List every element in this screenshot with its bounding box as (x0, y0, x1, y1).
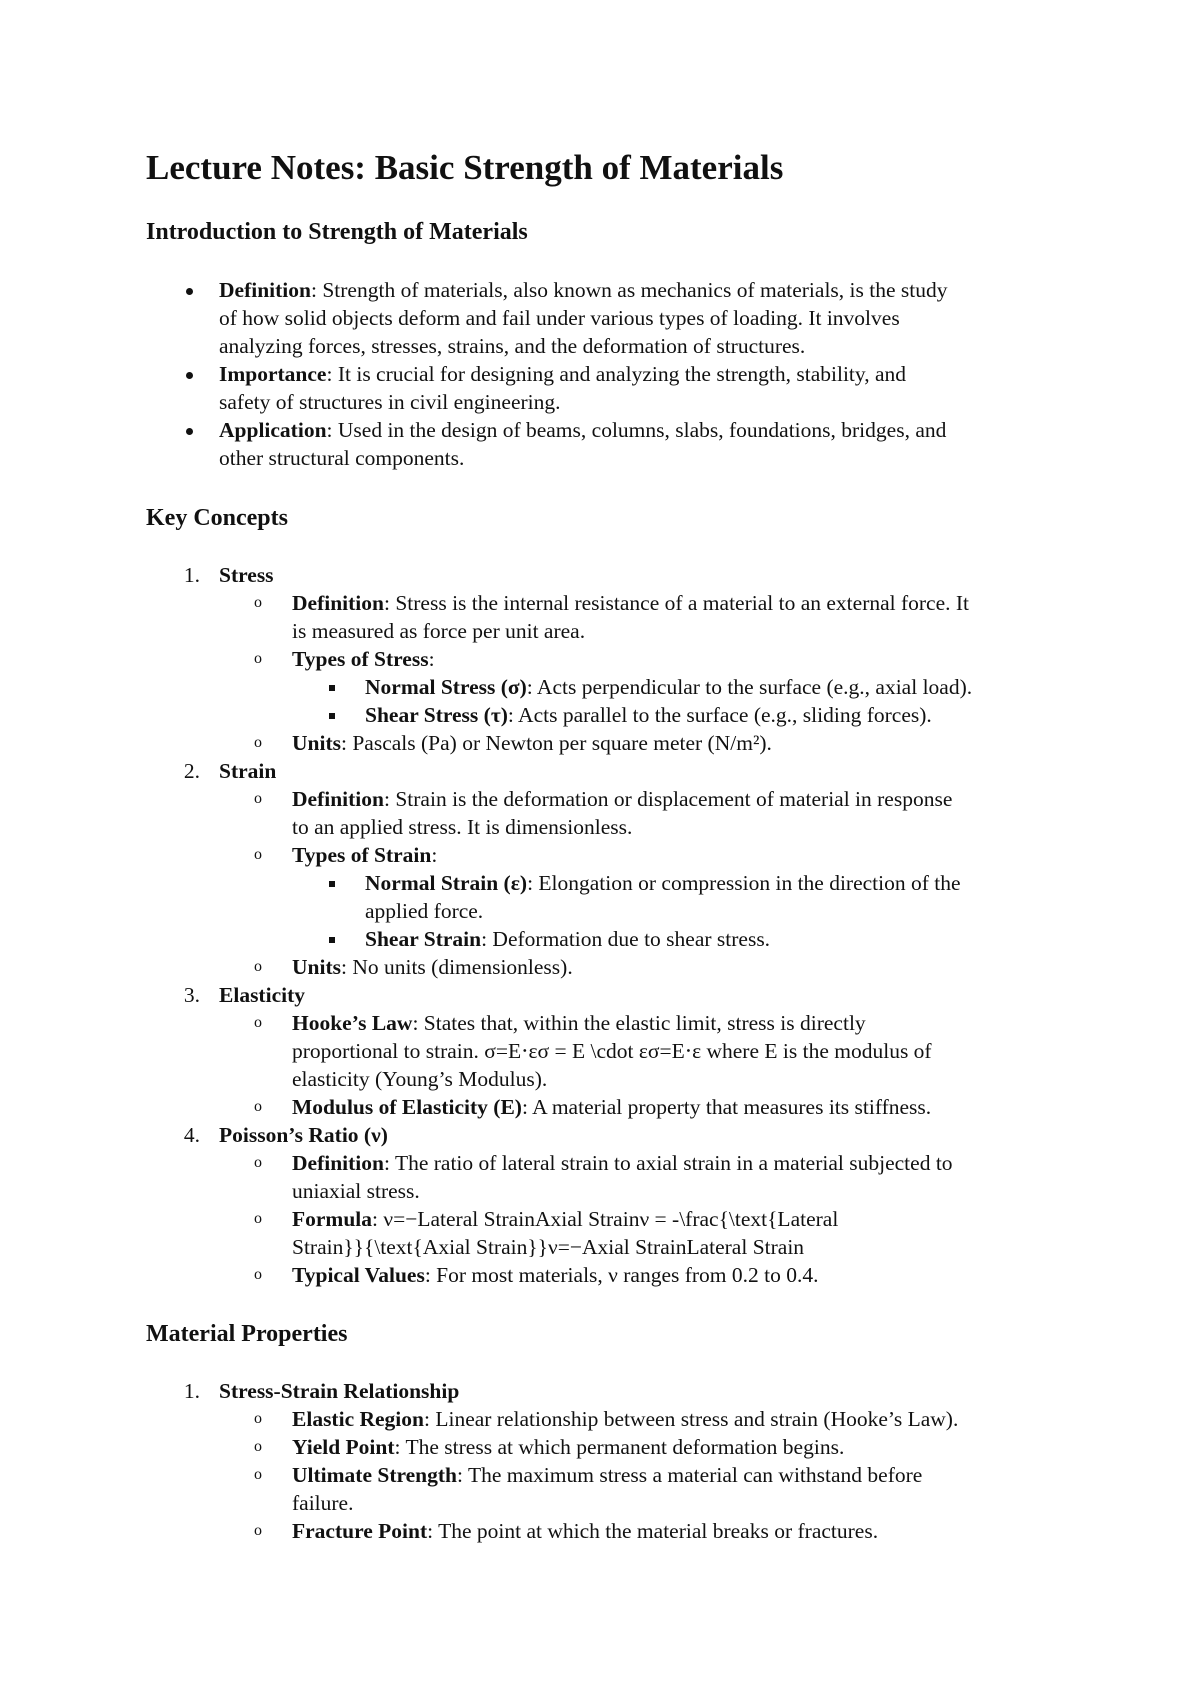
circle-bullet-icon: o (254, 790, 262, 807)
list-item-strain: Strain (219, 759, 277, 783)
list-item-text: applied force. (365, 899, 484, 923)
strain-units: Units: No units (dimensionless). (292, 955, 573, 979)
poisson-formula: Formula: ν=−Lateral StrainAxial Strainν = -\frac{\text{Lateral (292, 1207, 839, 1231)
circle-bullet-icon: o (254, 1438, 262, 1455)
hookes-law: Hooke’s Law: States that, within the elastic limit, stress is directly (292, 1011, 866, 1035)
list-item-text: elasticity (Young’s Modulus). (292, 1067, 548, 1091)
elastic-region: Elastic Region: Linear relationship between stress and strain (Hooke’s Law). (292, 1407, 959, 1431)
circle-bullet-icon: o (254, 1014, 262, 1031)
page-title: Lecture Notes: Basic Strength of Materials (146, 148, 784, 187)
list-item-text: safety of structures in civil engineering. (219, 390, 561, 414)
circle-bullet-icon: o (254, 1098, 262, 1115)
square-bullet-icon (329, 713, 335, 719)
yield-point: Yield Point: The stress at which permanent deformation begins. (292, 1435, 845, 1459)
list-number: 3. (183, 983, 200, 1007)
circle-bullet-icon: o (254, 846, 262, 863)
stress-units: Units: Pascals (Pa) or Newton per square meter (N/m²). (292, 731, 772, 755)
circle-bullet-icon: o (254, 1410, 262, 1427)
stress-types: Types of Stress: (292, 647, 435, 671)
ultimate-strength: Ultimate Strength: The maximum stress a material can withstand before (292, 1463, 923, 1487)
list-item-text: is measured as force per unit area. (292, 619, 586, 643)
list-item-text: of how solid objects deform and fail under various types of loading. It involves (219, 306, 900, 330)
circle-bullet-icon: o (254, 1154, 262, 1171)
circle-bullet-icon: o (254, 1266, 262, 1283)
list-number: 2. (183, 759, 200, 783)
list-item-text: uniaxial stress. (292, 1179, 420, 1203)
list-item-text: failure. (292, 1491, 354, 1515)
poisson-typical-values: Typical Values: For most materials, ν ranges from 0.2 to 0.4. (292, 1263, 819, 1287)
bullet-icon (186, 372, 193, 379)
square-bullet-icon (329, 937, 335, 943)
list-item-stress: Stress (219, 563, 274, 587)
list-item-importance: Importance: It is crucial for designing and analyzing the strength, stability, and (219, 362, 907, 386)
list-item-text: analyzing forces, stresses, strains, and the deformation of structures. (219, 334, 806, 358)
stress-definition: Definition: Stress is the internal resistance of a material to an external force. It (292, 591, 970, 615)
circle-bullet-icon: o (254, 1210, 262, 1227)
circle-bullet-icon: o (254, 650, 262, 667)
shear-strain: Shear Strain: Deformation due to shear stress. (365, 927, 771, 951)
list-number: 4. (183, 1123, 200, 1147)
circle-bullet-icon: o (254, 958, 262, 975)
modulus-of-elasticity: Modulus of Elasticity (E): A material property that measures its stiffness. (292, 1095, 932, 1119)
square-bullet-icon (329, 685, 335, 691)
circle-bullet-icon: o (254, 594, 262, 611)
section-heading-material-properties: Material Properties (146, 1321, 348, 1347)
list-number: 1. (183, 1379, 200, 1403)
list-item-elasticity: Elasticity (219, 983, 305, 1007)
list-item-text: Strain}}{\text{Axial Strain}}ν=−Axial StrainLateral Strain (292, 1235, 805, 1259)
circle-bullet-icon: o (254, 734, 262, 751)
list-item-application: Application: Used in the design of beams, columns, slabs, foundations, bridges, and (219, 418, 947, 442)
circle-bullet-icon: o (254, 1522, 262, 1539)
circle-bullet-icon: o (254, 1466, 262, 1483)
fracture-point: Fracture Point: The point at which the material breaks or fractures. (292, 1519, 879, 1543)
poisson-definition: Definition: The ratio of lateral strain to axial strain in a material subjected to (292, 1151, 953, 1175)
strain-definition: Definition: Strain is the deformation or displacement of material in response (292, 787, 953, 811)
strain-types: Types of Strain: (292, 843, 438, 867)
normal-stress: Normal Stress (σ): Acts perpendicular to the surface (e.g., axial load). (365, 675, 973, 699)
shear-stress: Shear Stress (τ): Acts parallel to the surface (e.g., sliding forces). (365, 703, 932, 727)
list-item-text: to an applied stress. It is dimensionless. (292, 815, 633, 839)
section-heading-key-concepts: Key Concepts (146, 505, 288, 531)
list-item-definition: Definition: Strength of materials, also known as mechanics of materials, is the study (219, 278, 948, 302)
list-item-text: other structural components. (219, 446, 465, 470)
list-item-text: proportional to strain. σ=E⋅εσ = E \cdot εσ=E⋅ε where E is the modulus of (292, 1039, 932, 1063)
bullet-icon (186, 288, 193, 295)
list-item-poisson: Poisson’s Ratio (ν) (219, 1123, 388, 1147)
bullet-icon (186, 428, 193, 435)
normal-strain: Normal Strain (ε): Elongation or compression in the direction of the (365, 871, 961, 895)
list-number: 1. (183, 563, 200, 587)
list-item-stress-strain: Stress-Strain Relationship (219, 1379, 460, 1403)
section-heading-intro: Introduction to Strength of Materials (146, 219, 528, 245)
square-bullet-icon (329, 881, 335, 887)
